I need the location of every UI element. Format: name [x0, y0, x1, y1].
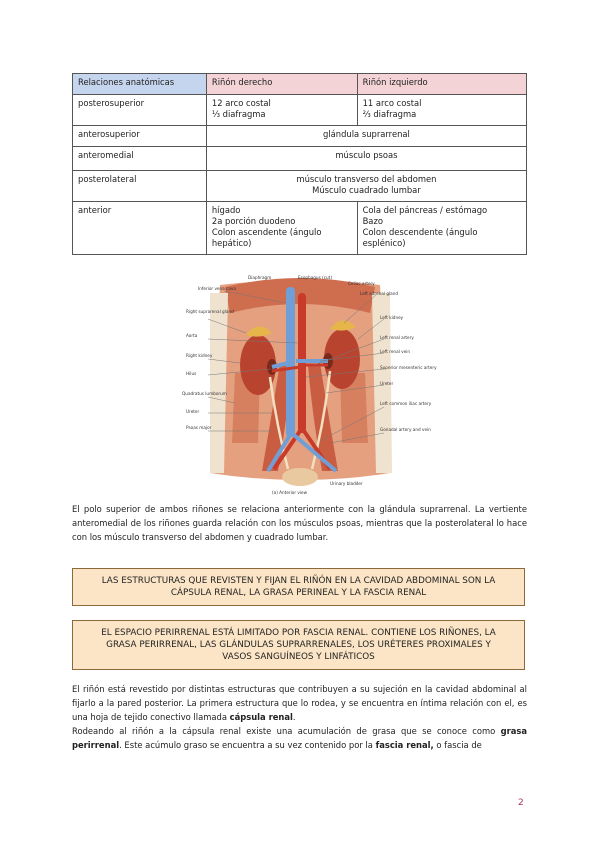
- figure-label: Left kidney: [380, 315, 404, 320]
- figure-label: Aorta: [186, 333, 198, 338]
- box-line: EL ESPACIO PERIRRENAL ESTÁ LIMITADO POR FASCIA RENAL. CONTIENE LOS RIÑONES, LA: [101, 628, 496, 638]
- text-run: o fascia de: [433, 740, 482, 750]
- page-number: 2: [518, 798, 524, 808]
- figure-label: Urinary bladder: [330, 481, 363, 486]
- row-label: anteromedial: [73, 147, 207, 171]
- cell-line: ⅔ diafragma: [362, 109, 417, 119]
- figure-caption: (a) Anterior view: [272, 490, 308, 495]
- both-kidneys-cell: [206, 171, 526, 202]
- figure-label: Left common iliac artery: [380, 401, 432, 406]
- figure-label: Superior mesenteric artery: [380, 365, 437, 370]
- header-cell: Riñón izquierdo: [357, 74, 526, 95]
- anatomical-relations-table: [72, 73, 527, 255]
- header-cell: Relaciones anatómicas: [73, 74, 207, 95]
- table-row: [73, 147, 527, 171]
- row-label: anterosuperior: [73, 126, 207, 147]
- figure-label: Right kidney: [186, 353, 213, 358]
- bold-term-capsula-renal: cápsula renal: [229, 712, 293, 722]
- both-kidneys-cell: [206, 147, 526, 171]
- cell-line: hígado: [211, 205, 241, 215]
- cell-line: glándula suprarrenal: [323, 129, 410, 139]
- figure-label: Diaphragm: [248, 275, 272, 280]
- table-header-row: [73, 74, 527, 95]
- paragraph-capsule: [72, 682, 527, 752]
- right-kidney-cell: [206, 202, 357, 255]
- cell-line: ⅓ diafragma: [211, 109, 266, 119]
- right-kidney-cell: [206, 95, 357, 126]
- cell-line: 11 arco costal: [362, 98, 422, 108]
- figure-label: Ureter: [186, 409, 200, 414]
- table-row: [73, 126, 527, 147]
- cell-line: músculo psoas: [335, 150, 398, 160]
- figure-label: Hilus: [186, 371, 197, 376]
- table-row: [73, 95, 527, 126]
- left-kidney-cell: [357, 95, 526, 126]
- cell-line: Colon descendente (ángulo: [362, 227, 478, 237]
- figure-label: Esophagus (cut): [298, 275, 332, 280]
- bold-term-grasa-perirrenal: grasa perirrenal: [72, 726, 527, 750]
- table-row: [73, 202, 527, 255]
- figure-label: Gonadal artery and vein: [380, 427, 431, 432]
- figure-label: Psoas major: [186, 425, 212, 430]
- figure-label: Quadratus lumborum: [182, 391, 227, 396]
- text-run: Rodeando al riñón a la cápsula renal existe una acumulación de grasa que se conoce como: [72, 726, 501, 736]
- paragraph-relations: El polo superior de ambos riñones se relaciona anteriormente con la glándula suprarrenal. La vertiente anteromedial de los riñones guarda relación con los músculos psoas, mientras que la posterolateral lo hace con los músculo transverso del abdomen y cuadrado lumbar.: [72, 504, 527, 542]
- kidney-anatomy-figure: [180, 273, 437, 497]
- figure-label: Ureter: [380, 381, 394, 386]
- cell-line: Colon ascendente (ángulo: [211, 227, 322, 237]
- cell-line: Músculo cuadrado lumbar: [312, 185, 421, 195]
- box-line: CÁPSULA RENAL, LA GRASA PERINEAL Y LA FASCIA RENAL: [170, 588, 427, 598]
- highlight-box-structures: [72, 568, 525, 606]
- cell-line: 2a porción duodeno: [211, 216, 296, 226]
- urinary-bladder: [282, 468, 318, 486]
- cell-line: hepático): [211, 238, 252, 248]
- both-kidneys-cell: [206, 126, 526, 147]
- cell-line: 12 arco costal: [211, 98, 271, 108]
- cell-line: músculo transverso del abdomen: [296, 174, 437, 184]
- box-line: GRASA PERIRRENAL, LAS GLÁNDULAS SUPRARRENALES, LOS URÉTERES PROXIMALES Y: [106, 640, 491, 650]
- left-kidney-cell: [357, 202, 526, 255]
- highlight-box-perirenal-space: [72, 620, 525, 670]
- figure-label: Celiac artery: [348, 281, 375, 286]
- figure-label: Left adrenal gland: [360, 291, 399, 296]
- figure-label: Inferior vena cava: [198, 286, 236, 291]
- text-run: . Este acúmulo graso se encuentra a su vez contenido por la: [119, 740, 376, 750]
- box-line: LAS ESTRUCTURAS QUE REVISTEN Y FIJAN EL RIÑÓN EN LA CAVIDAD ABDOMINAL SON LA: [101, 576, 496, 586]
- table-row: [73, 171, 527, 202]
- bold-term-fascia-renal: fascia renal,: [375, 740, 434, 750]
- row-label: posterolateral: [73, 171, 207, 202]
- kidney-anatomy-illustration: [180, 273, 437, 497]
- cell-line: Bazo: [362, 216, 383, 226]
- text-run: .: [292, 712, 296, 722]
- figure-label: Left renal vein: [380, 349, 411, 354]
- row-label: anterior: [73, 202, 207, 255]
- figure-label: Right suprarenal gland: [186, 309, 234, 314]
- cell-line: Cola del páncreas / estómago: [362, 205, 488, 215]
- header-cell: Riñón derecho: [206, 74, 357, 95]
- box-line: VASOS SANGUÍNEOS Y LINFÁTICOS: [222, 652, 375, 662]
- text-run: El riñón está revestido por distintas estructuras que contribuyen a su sujeción en la cavidad abdominal al fijarlo a la pared posterior. La primera estructura que lo rodea, y se encuentra en íntima relación con el, es una hoja de tejido conectivo llamada: [72, 684, 527, 722]
- row-label: posterosuperior: [73, 95, 207, 126]
- figure-label: Left renal artery: [380, 335, 414, 340]
- cell-line: esplénico): [362, 238, 406, 248]
